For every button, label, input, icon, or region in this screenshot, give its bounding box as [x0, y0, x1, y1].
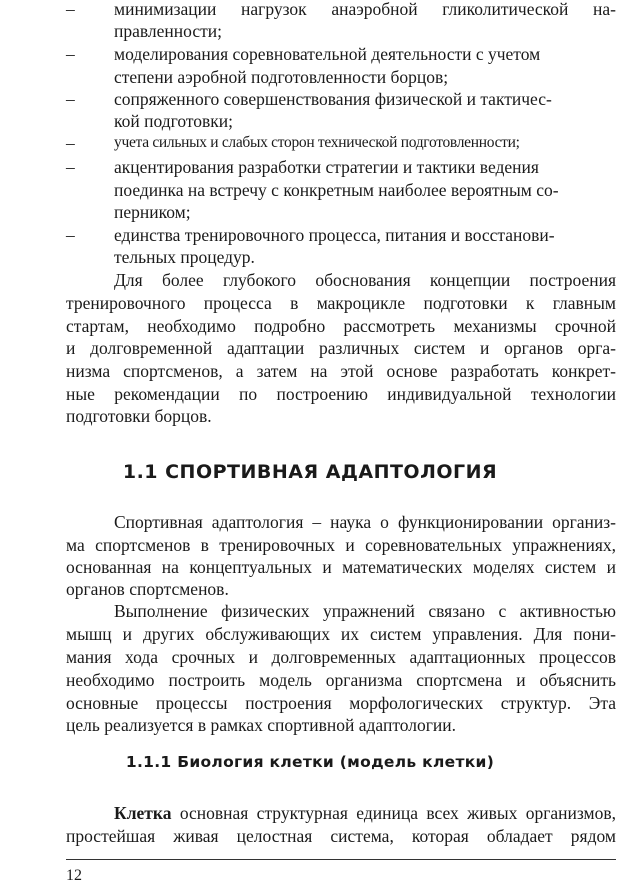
list-item-text: поединка на встречу с конкретным наиболее вероятным со-	[114, 180, 559, 200]
paragraph-line: ма спортсменов в тренировочных и соревновательных упражнениях,	[66, 535, 616, 555]
paragraph-line: необходимо построить модель организма спортсмена и объяснить	[66, 670, 616, 690]
paragraph-line: подготовки борцов.	[66, 406, 212, 426]
list-item-text: перником;	[114, 202, 191, 222]
list-item-text: правленности;	[114, 21, 222, 41]
list-item-text: тельных процедур.	[114, 247, 255, 267]
list-item-text: минимизации нагрузок анаэробной гликолитической на-	[114, 0, 616, 19]
list-dash: –	[66, 89, 75, 109]
list-item-text: сопряженного совершенствования физической и тактичес-	[114, 89, 552, 109]
list-item-text: акцентирования разработки стратегии и тактики ведения	[114, 157, 539, 177]
paragraph-line: Выполнение физических упражнений связано с активностью	[114, 601, 616, 621]
paragraph-line: мышц и других обслуживающих их систем управления. Для пони-	[66, 624, 616, 644]
list-dash: –	[66, 0, 75, 19]
list-dash: –	[66, 133, 75, 153]
paragraph-line: Для более глубокого обоснования концепции построения	[114, 270, 616, 290]
paragraph-line: и долговременной адаптации различных систем и органов орга-	[66, 338, 616, 358]
section-heading: 1.1 СПОРТИВНАЯ АДАПТОЛОГИЯ	[122, 461, 498, 483]
paragraph-line	[114, 802, 616, 824]
list-dash: –	[66, 225, 75, 245]
paragraph-line: основанная на концептуальных и математических моделях систем и	[66, 557, 616, 577]
page-number: 12	[66, 867, 82, 884]
paragraph-line: стартам, необходимо подробно рассмотреть механизмы срочной	[66, 316, 616, 336]
paragraph-line: простейшая живая целостная система, которая обладает рядом	[66, 826, 616, 846]
list-dash: –	[66, 44, 75, 64]
paragraph-line: цель реализуется в рамках спортивной адаптологии.	[66, 715, 457, 735]
list-item-text: моделирования соревновательной деятельности с учетом	[114, 44, 541, 64]
paragraph-line: органов спортсменов.	[66, 579, 229, 599]
list-item-text: степени аэробной подготовленности борцов;	[114, 67, 449, 87]
footer-rule	[66, 859, 616, 860]
list-item-text: единства тренировочного процесса, питания и восстанови-	[114, 225, 555, 245]
paragraph-text: основная структурная единица всех живых организмов,	[179, 803, 616, 823]
paragraph-line: ные рекомендации по построению индивидуальной технологии	[66, 384, 616, 404]
list-item-text: учета сильных и слабых сторон технической подготовленности;	[114, 134, 520, 151]
paragraph-line: тренировочного процесса в макроцикле подготовки к главным	[66, 293, 616, 313]
paragraph-line: Спортивная адаптология – наука о функционировании организ-	[114, 512, 616, 532]
bold-term: Клетка	[114, 803, 172, 823]
paragraph-line: мания хода срочных и долговременных адаптационных процессов	[66, 647, 616, 667]
paragraph-line: низма спортсменов, а затем на этой основе разработать конкрет-	[66, 361, 616, 381]
list-item-text: кой подготовки;	[114, 111, 234, 131]
paragraph-line: основные процессы построения морфологических структур. Эта	[66, 693, 616, 713]
list-dash: –	[66, 157, 75, 177]
subsection-heading: 1.1.1 Биология клетки (модель клетки)	[125, 753, 495, 771]
